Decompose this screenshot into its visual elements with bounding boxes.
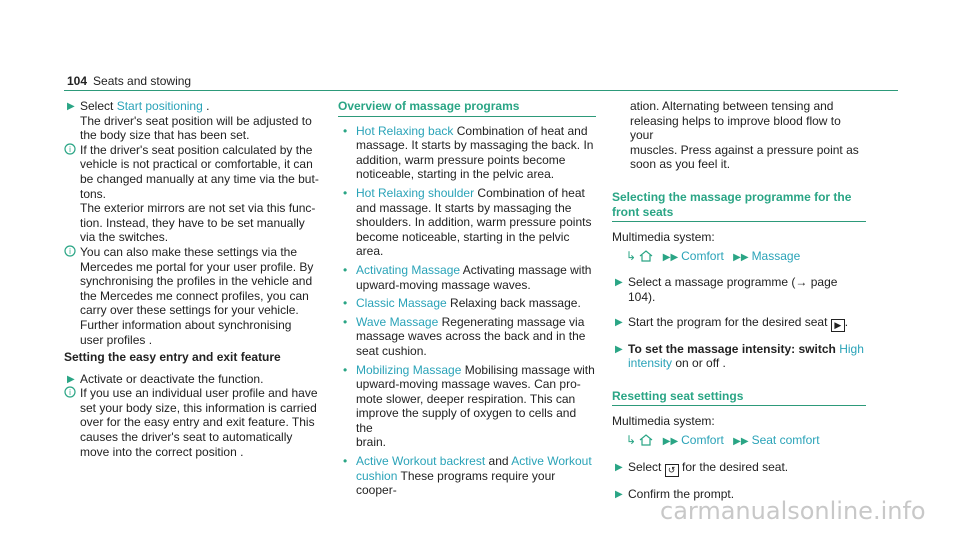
active-workout-backrest-link[interactable]: Active Workout backrest	[356, 454, 486, 469]
hot-relaxing-shoulder-link[interactable]: Hot Relaxing shoulder	[356, 185, 475, 200]
item-text: upward-moving massage waves.	[356, 277, 531, 292]
tip-text: tion. Instead, they have to be set manually	[80, 215, 305, 230]
svg-text:i: i	[69, 144, 71, 154]
step-intensity	[612, 342, 866, 371]
comfort-link[interactable]: Comfort	[681, 248, 724, 263]
bullet-icon: •	[343, 262, 348, 277]
header-rule	[64, 90, 898, 91]
tip-text: via the switches.	[80, 230, 169, 245]
activating-massage-link[interactable]: Activating Massage	[356, 262, 461, 277]
item-text: massage. It starts by massaging the back. In	[356, 138, 594, 153]
step-arrow-icon: ▶	[67, 373, 75, 385]
high-intensity-link[interactable]: High	[839, 341, 864, 356]
column-2	[338, 99, 596, 498]
step-text: Select a massage programme (→ page 104).	[628, 275, 838, 304]
multimedia-label: Multimedia system:	[612, 414, 715, 429]
bullet-icon: •	[343, 454, 348, 469]
item-text: releasing helps to improve blood flow to your	[630, 113, 841, 143]
svg-text:i: i	[69, 388, 71, 398]
resetting-seat-heading: Resetting seat settings	[612, 388, 744, 403]
step-text: on or off .	[675, 356, 726, 371]
item-text: upward-moving massage waves. Can pro-	[356, 377, 581, 392]
heading-line: front seats	[612, 204, 674, 219]
massage-link[interactable]: Massage	[751, 248, 801, 263]
page-number: 104	[67, 74, 88, 88]
tip-block-2	[64, 245, 326, 347]
chevron-icon: ▶▶	[733, 251, 749, 263]
step-select-programme	[612, 275, 866, 304]
item-text: seat cushion.	[356, 343, 427, 358]
step-text: Select	[80, 99, 114, 113]
tip-text: be changed manually at any time via the but-	[80, 171, 319, 186]
bullet-icon: •	[343, 185, 348, 200]
active-workout-cushion-link[interactable]: Active Workout	[511, 454, 592, 469]
step-text: for the desired seat.	[682, 459, 789, 474]
column-1	[64, 99, 326, 459]
comfort-link[interactable]: Comfort	[681, 432, 724, 447]
list-item	[338, 363, 596, 451]
item-text: Regenerating massage via	[441, 314, 585, 329]
start-positioning-link[interactable]: Start positioning	[116, 99, 203, 113]
item-text: Combination of heat and	[456, 123, 588, 138]
item-text: Mobilising massage with	[464, 362, 595, 377]
step-arrow-icon: ▶	[615, 316, 623, 328]
step-text: Activate or deactivate the function.	[80, 371, 264, 386]
list-item	[338, 263, 596, 292]
nav-path-seat-comfort	[612, 433, 866, 450]
svg-text:i: i	[69, 246, 71, 256]
section-title: Seats and stowing	[93, 74, 192, 88]
tip-text: Further information about synchronising	[80, 317, 292, 332]
step-arrow-icon: ▶	[67, 101, 75, 112]
classic-massage-link[interactable]: Classic Massage	[356, 296, 447, 311]
item-text: These programs require your cooper-	[356, 468, 556, 498]
easy-entry-heading: Setting the easy entry and exit feature	[64, 350, 281, 365]
step-text: To set the massage intensity: switch	[628, 341, 836, 356]
step-text: Confirm the prompt.	[628, 486, 735, 501]
bullet-icon: •	[343, 362, 348, 377]
tip-text: If the driver's seat position calculated by the	[80, 142, 313, 157]
item-text: muscles. Press against a pressure point as	[630, 142, 859, 157]
step-text: Select	[628, 459, 662, 474]
item-text: shoulders. In addition, warm pressure points	[356, 215, 592, 230]
item-text: Activating massage with	[462, 262, 592, 277]
tip-text: Mercedes me portal for your user profile. By	[80, 259, 314, 274]
step-select-reset	[612, 460, 866, 477]
tip-block-1	[64, 143, 326, 245]
wave-massage-link[interactable]: Wave Massage	[356, 314, 439, 329]
bullet-icon: •	[343, 314, 348, 329]
item-text: Combination of heat	[477, 185, 585, 200]
mobilizing-massage-link[interactable]: Mobilizing Massage	[356, 362, 462, 377]
watermark: carmanualsonline.info	[660, 497, 926, 525]
item-text: improve the supply of oxygen to cells and the	[356, 406, 577, 435]
tip-text: the Mercedes me connect profiles, you can	[80, 288, 309, 303]
play-button-icon[interactable]: ▶	[831, 319, 845, 332]
tip-text: If you use an individual user profile and have	[80, 386, 318, 401]
item-text: soon as you feel it.	[630, 157, 731, 172]
step-arrow-icon: ▶	[615, 488, 623, 500]
list-item	[338, 186, 596, 259]
nav-path-massage	[612, 249, 866, 266]
tip-text: over for the easy entry and exit feature. This	[80, 415, 315, 430]
nav-arrow-icon: ↳	[626, 248, 637, 263]
bullet-icon: •	[343, 123, 348, 138]
item-text: ation. Alternating between tensing and	[630, 99, 834, 113]
tip-text: vehicle is not practical or comfortable, it can	[80, 157, 313, 172]
chevron-icon: ▶▶	[662, 435, 679, 447]
item-text: addition, warm pressure points become	[356, 152, 566, 167]
home-icon[interactable]	[639, 250, 653, 266]
tip-text: The exterior mirrors are not set via this func-	[80, 201, 316, 216]
active-workout-cushion-link-cont[interactable]: cushion	[356, 468, 398, 483]
tip-block-3	[64, 386, 326, 459]
massage-overview-heading: Overview of massage programs	[338, 99, 520, 113]
continued-text	[612, 99, 866, 172]
home-icon[interactable]	[639, 434, 653, 450]
tip-text: synchronising the profiles in the vehicle and	[80, 274, 313, 289]
step-start-program: ▶ Start the program for the desired seat ▶ .	[615, 314, 849, 330]
tip-text: set your body size, this information is carried	[80, 400, 317, 415]
column-3	[612, 99, 866, 501]
multimedia-label: Multimedia system:	[612, 230, 715, 245]
step-text: the body size that has been set.	[80, 128, 250, 143]
chevron-icon: ▶▶	[733, 435, 749, 447]
step-text: .	[206, 99, 210, 113]
step-start-positioning	[64, 99, 326, 143]
bullet-icon: •	[343, 296, 348, 311]
item-text: noticeable, starting in the pelvic area.	[356, 167, 555, 182]
tip-text: tons.	[80, 186, 107, 201]
list-item	[338, 124, 596, 182]
nav-arrow-icon: ↳	[626, 432, 637, 447]
tip-text: causes the driver's seat to automatically	[80, 430, 293, 445]
tip-text: carry over these settings for your vehicle.	[80, 303, 299, 318]
item-text: massage waves across the back and in the	[356, 329, 586, 344]
list-item	[338, 296, 596, 311]
seat-comfort-link[interactable]: Seat comfort	[751, 432, 820, 447]
reset-icon[interactable]: ↺	[665, 464, 679, 477]
item-text: brain.	[356, 435, 387, 450]
item-text: mote slower, deeper respiration. This can	[356, 391, 576, 406]
high-intensity-link-cont[interactable]: intensity	[628, 356, 673, 371]
tip-text: You can also make these settings via the	[80, 244, 298, 259]
item-text: and massage. It starts by massaging the	[356, 200, 572, 215]
info-icon	[64, 245, 76, 257]
step-text: Start the program for the desired seat	[628, 314, 828, 329]
list-item	[338, 454, 596, 498]
item-text: and	[488, 454, 509, 469]
list-item	[338, 315, 596, 359]
step-arrow-icon: ▶	[615, 343, 623, 355]
item-text: Relaxing back massage.	[450, 296, 581, 311]
step-arrow-icon: ▶	[615, 461, 623, 473]
info-icon	[64, 386, 76, 398]
step-arrow-icon: ▶	[615, 277, 623, 289]
chevron-icon: ▶▶	[662, 251, 679, 263]
selecting-massage-heading	[612, 190, 866, 219]
tip-text: user profiles .	[80, 332, 153, 347]
step-text: The driver's seat position will be adjusted to	[80, 113, 312, 128]
step-activate	[64, 372, 326, 387]
heading-line: Selecting the massage programme for the	[612, 189, 852, 204]
info-icon	[64, 143, 76, 155]
hot-relaxing-back-link[interactable]: Hot Relaxing back	[356, 123, 454, 138]
page-header	[67, 74, 191, 88]
item-text: area.	[356, 244, 384, 259]
item-text: become noticeable, starting in the pelvic	[356, 229, 570, 244]
tip-text: move into the correct position .	[80, 444, 244, 459]
